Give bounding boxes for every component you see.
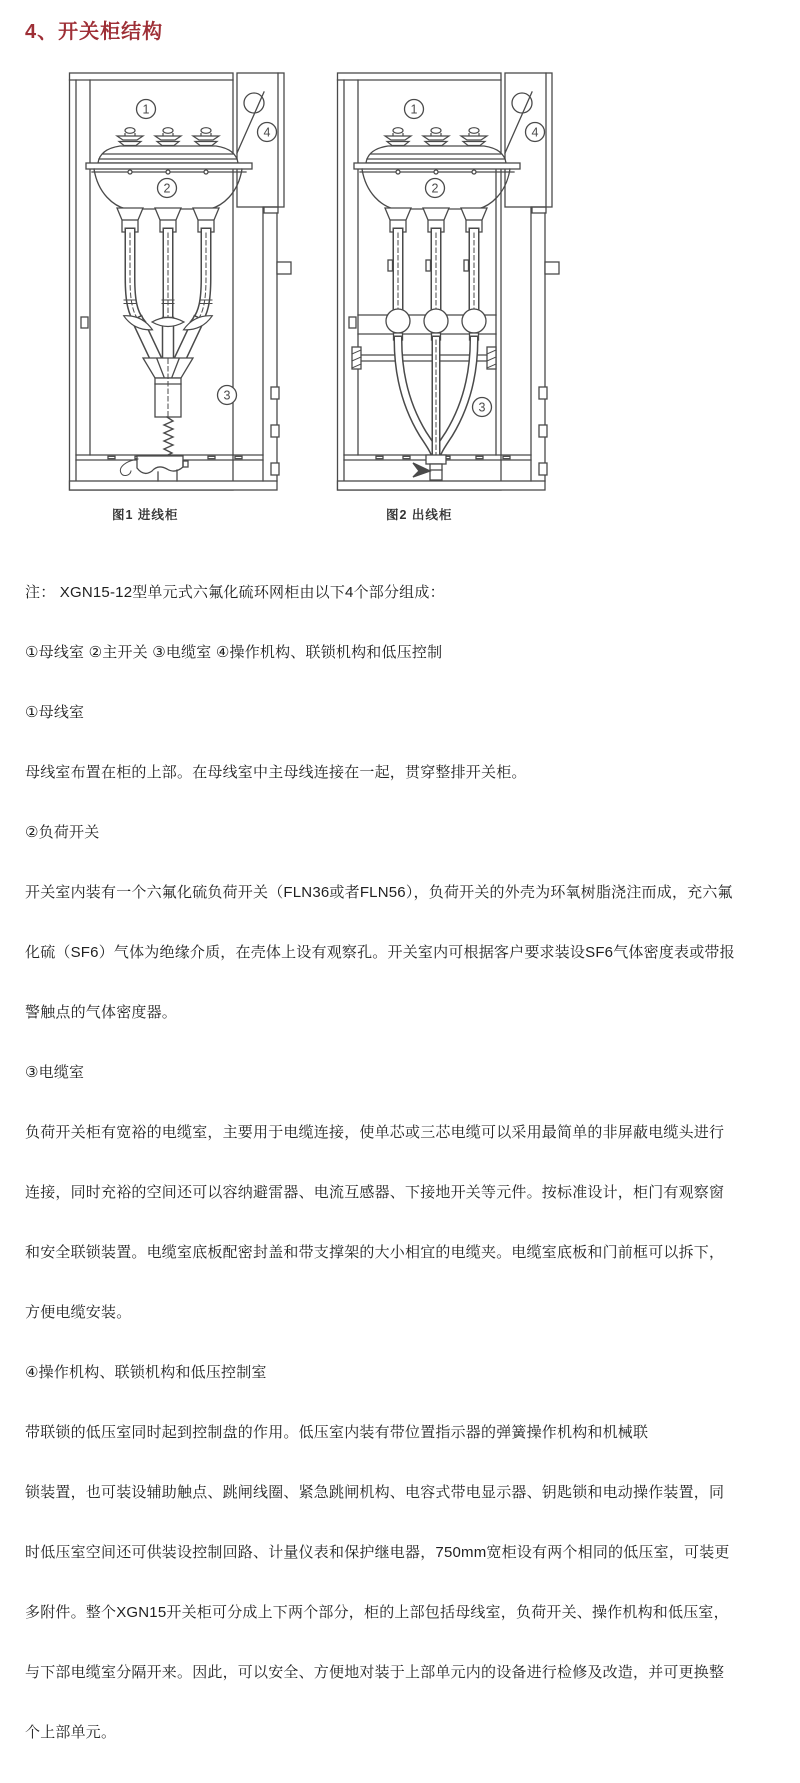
- cable-group: [352, 233, 496, 480]
- figure-incoming-cabinet: [68, 70, 294, 496]
- label-busbar-room: [405, 100, 424, 119]
- bushing-icon: [117, 128, 143, 146]
- text-line: 个上部单元。: [25, 1724, 117, 1741]
- text-line: 警触点的气体密度器。: [25, 1004, 178, 1021]
- label-cable-room: [473, 398, 492, 417]
- label-mechanism: [258, 123, 277, 142]
- text-line: 和安全联锁装置。电缆室底板配密封盖和带支撑架的大小相宜的电缆夹。电缆室底板和门前框可以拆下，: [25, 1244, 725, 1261]
- inspection-hole: [244, 93, 264, 113]
- svg-text:2: 2: [431, 181, 439, 196]
- text-line: 时低压室空间还可供装设控制回路、计量仪表和保护继电器，750mm宽柜设有两个相同的低压室，可装更: [25, 1544, 730, 1561]
- figure1-caption: 图1 进线柜: [112, 508, 179, 522]
- text-line: 与下部电缆室分隔开来。因此，可以安全、方便地对装于上部单元内的设备进行检修及改造，并可更换整: [25, 1664, 725, 1681]
- text-line: 开关室内装有一个六氟化硫负荷开关（FLN36或者FLN56），负荷开关的外壳为环氧树脂浇注而成，充六氟: [25, 884, 733, 901]
- text-line: 连接，同时充裕的空间还可以容纳避雷器、电流互感器、下接地开关等元件。按标准设计，柜门有观察窗: [25, 1184, 725, 1201]
- text-line: 注： XGN15-12型单元式六氟化硫环网柜由以下4个部分组成：: [25, 584, 445, 601]
- text-line: ②负荷开关: [25, 824, 100, 841]
- svg-text:1: 1: [142, 102, 150, 117]
- svg-text:2: 2: [163, 181, 171, 196]
- label-cable-room: [218, 386, 237, 405]
- text-line: ③电缆室: [25, 1064, 85, 1081]
- text-line: 母线室布置在柜的上部。在母线室中主母线连接在一起，贯穿整排开关柜。: [25, 764, 527, 781]
- bushing-icon: [155, 128, 181, 146]
- cable-group: [120, 233, 214, 481]
- inspection-hole: [512, 93, 532, 113]
- text-line: ①母线室: [25, 704, 85, 721]
- bushing-icon: [385, 128, 411, 146]
- door-handle: [545, 262, 559, 274]
- bushing-icon: [193, 128, 219, 146]
- text-line: ④操作机构、联锁机构和低压控制室: [25, 1364, 267, 1381]
- svg-text:1: 1: [410, 102, 418, 117]
- label-main-switch: [426, 179, 445, 198]
- bushing-icon: [461, 128, 487, 146]
- cable-ct-ball: [386, 309, 410, 333]
- cable-skirt: [152, 318, 184, 327]
- body-text: [25, 543, 793, 1783]
- ground-flag: [413, 463, 430, 477]
- svg-text:3: 3: [478, 400, 486, 415]
- section-title: 4、开关柜结构: [25, 21, 164, 43]
- label-mechanism: [526, 123, 545, 142]
- cable-ct-ball: [462, 309, 486, 333]
- cable-ct-ball: [424, 309, 448, 333]
- text-line: 负荷开关柜有宽裕的电缆室，主要用于电缆连接，使单芯或三芯电缆可以采用最简单的非屏蔽电缆头进行: [25, 1124, 725, 1141]
- text-line: 化硫（SF6）气体为绝缘介质，在壳体上设有观察孔。开关室内可根据客户要求装设SF6气体密度表或带报: [25, 944, 735, 961]
- text-line: 锁装置，也可装设辅助触点、跳闸线圈、紧急跳闸机构、电容式带电显示器、钥匙锁和电动操作装置，同: [25, 1484, 725, 1501]
- door-handle: [277, 262, 291, 274]
- svg-text:3: 3: [223, 388, 231, 403]
- text-line: ①母线室 ②主开关 ③电缆室 ④操作机构、联锁机构和低压控制: [25, 644, 443, 661]
- label-main-switch: [158, 179, 177, 198]
- bushing-icon: [423, 128, 449, 146]
- text-line: 多附件。整个XGN15开关柜可分成上下两个部分，柜的上部包括母线室，负荷开关、操作机构和低压室，: [25, 1604, 729, 1621]
- svg-text:4: 4: [531, 125, 539, 140]
- text-line: 带联锁的低压室同时起到控制盘的作用。低压室内装有带位置指示器的弹簧操作机构和机械联: [25, 1424, 649, 1441]
- svg-text:4: 4: [263, 125, 271, 140]
- label-busbar-room: [137, 100, 156, 119]
- figure2-caption: 图2 出线柜: [386, 508, 453, 522]
- figure-outgoing-cabinet: [336, 70, 562, 496]
- text-line: 方便电缆安装。: [25, 1304, 132, 1321]
